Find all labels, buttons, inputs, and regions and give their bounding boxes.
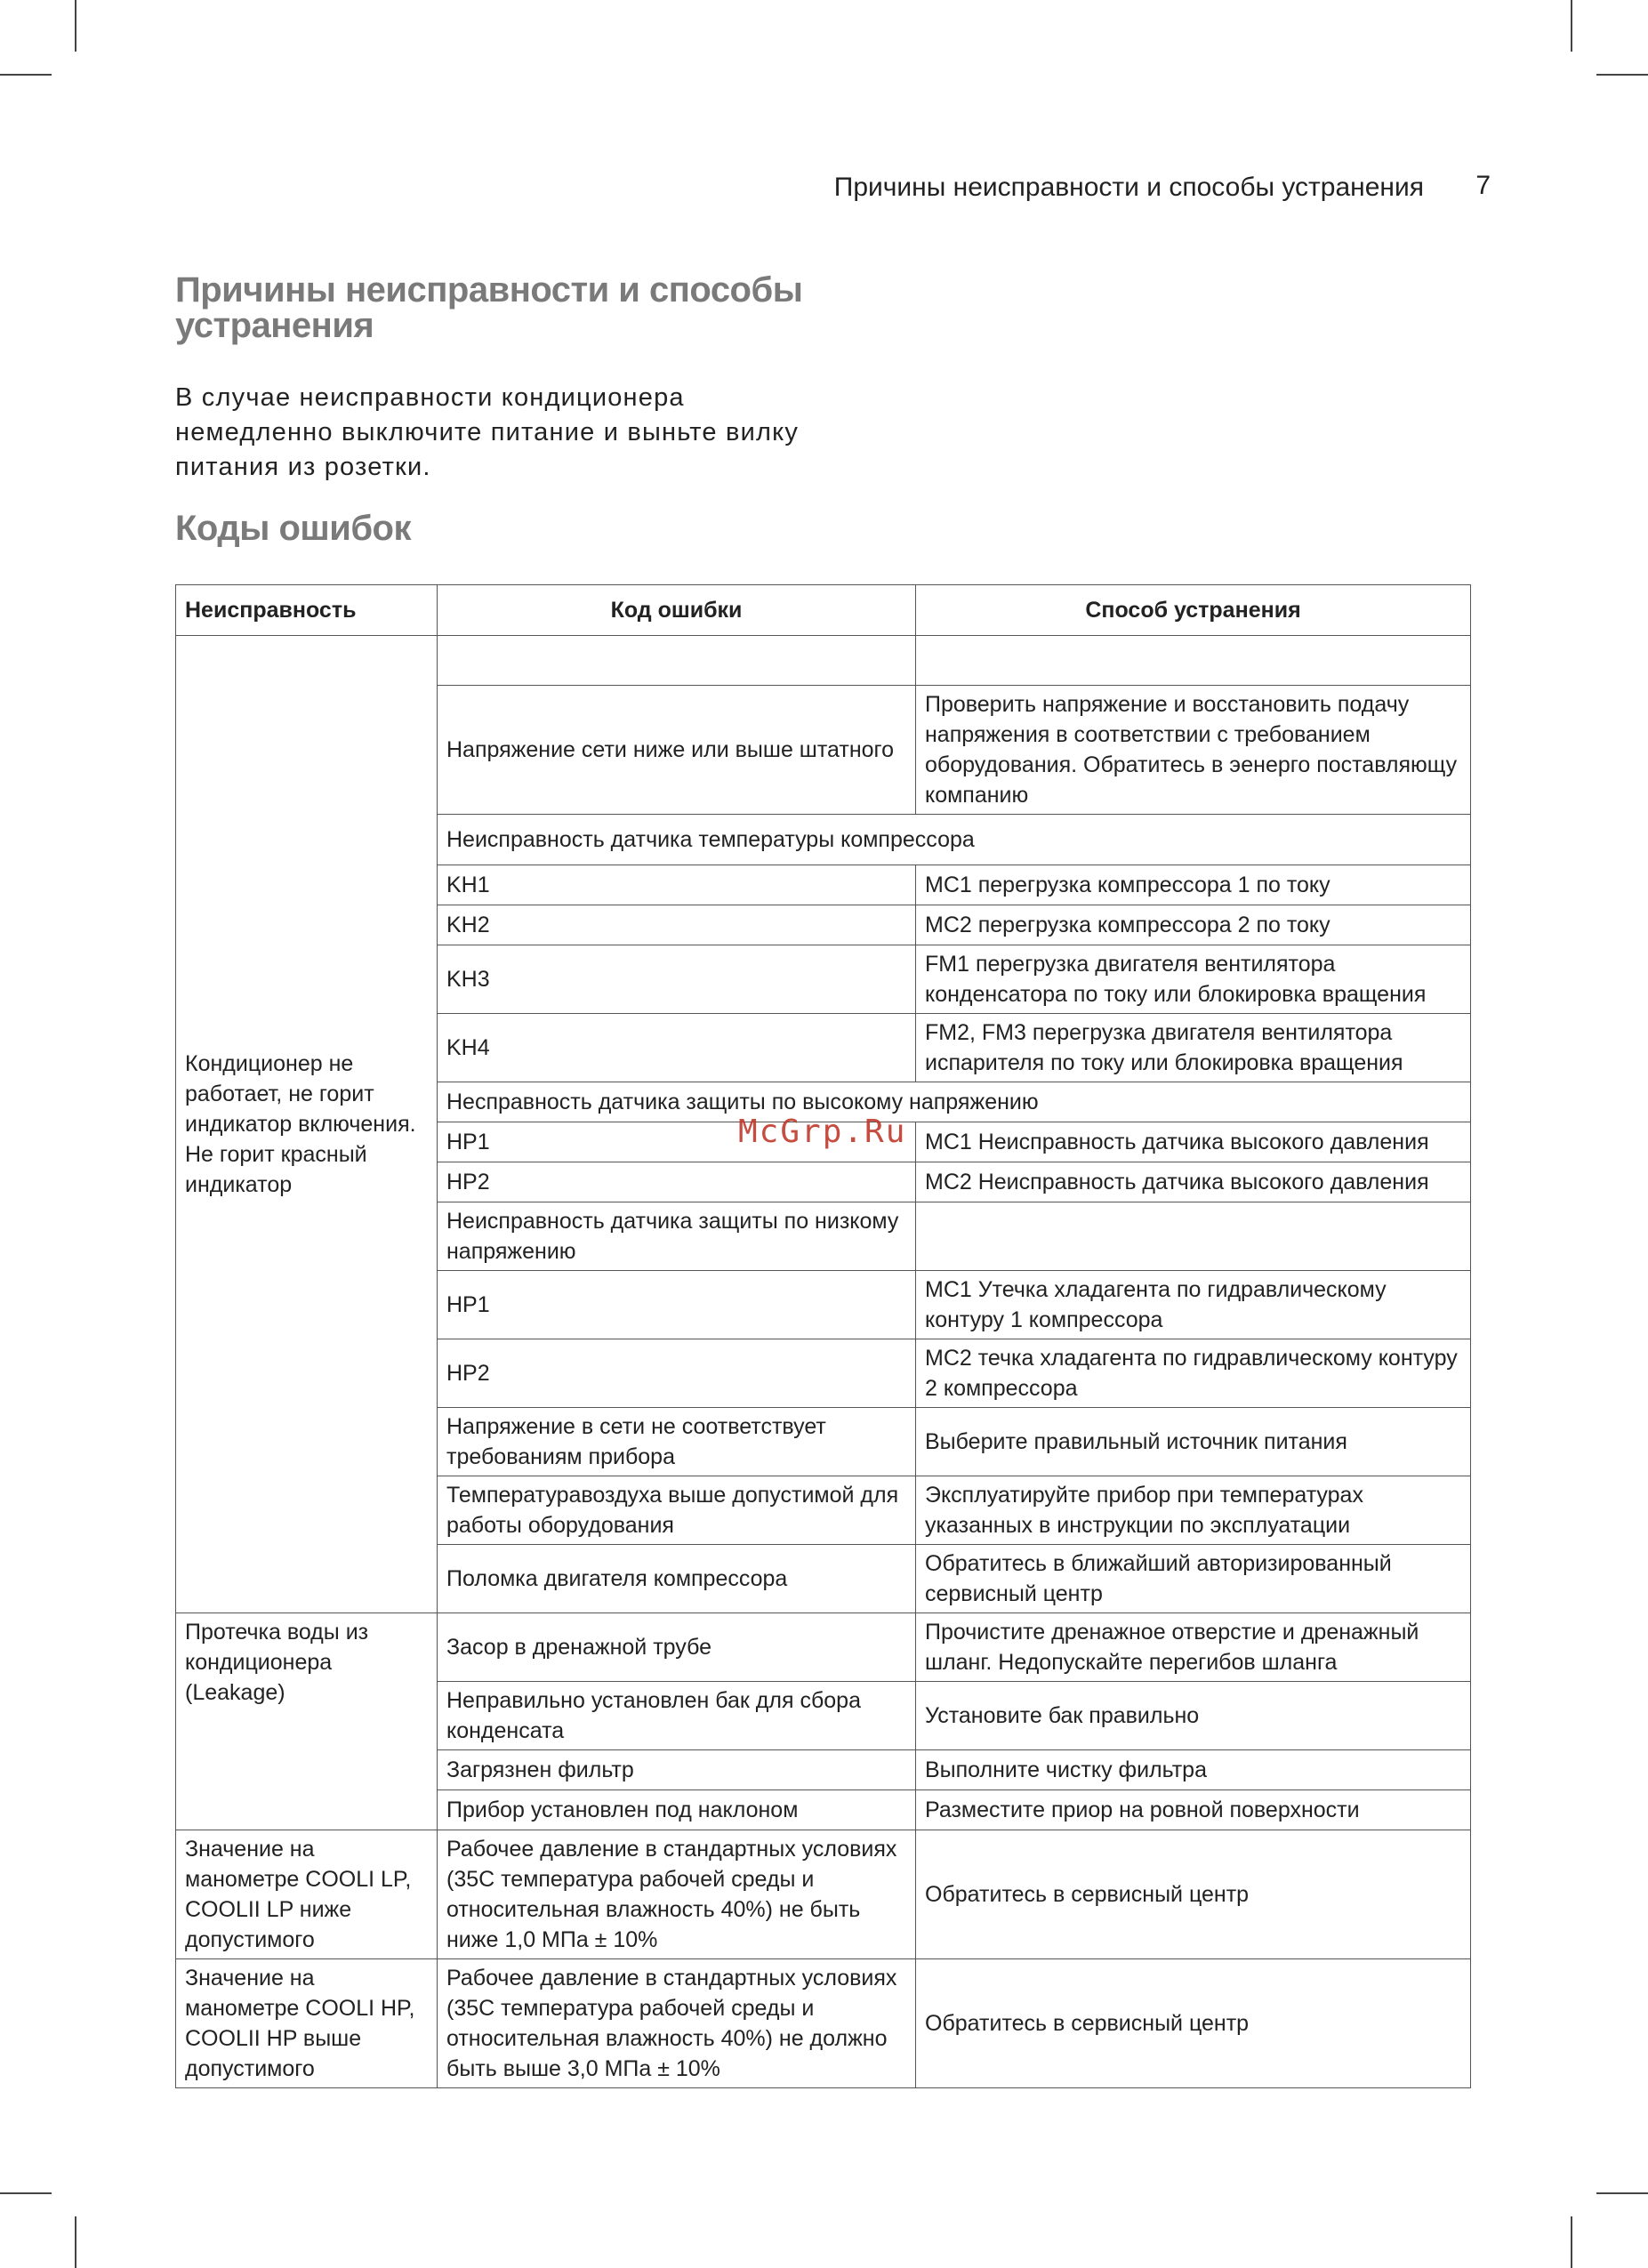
crop-mark-bottom-left-v [75,2216,76,2268]
error-code-cell: Рабочее давление в стандартных условиях (35С температура рабочей среды и относительная влажность 40%) не быть ниже 1,0 МПа ± 10% [438,1830,916,1959]
page-title: Причины неисправности и способы устранения [175,270,803,345]
crop-mark-top-right-h [1596,74,1648,76]
error-code-cell: KH2 [438,905,916,945]
remedy-cell: MC1 перегрузка компрессора 1 по току [916,865,1471,905]
table-row [176,636,1471,686]
running-title: Причины неисправности и способы устранения [833,173,1424,202]
error-codes-table [175,584,1471,2088]
remedy-cell: Обратитесь в сервисный центр [916,1959,1471,2088]
error-code-cell: Загрязнен фильтр [438,1750,916,1790]
error-code-cell: KH3 [438,945,916,1014]
error-code-cell: HP2 [438,1339,916,1408]
error-code-cell: Неисправность датчика температуры компрессора [438,815,1471,865]
error-code-cell: Неисправность датчика защиты по низкому напряжению [438,1202,916,1271]
remedy-cell: FM1 перегрузка двигателя вентилятора конденсатора по току или блокировка вращения [916,945,1471,1014]
error-code-cell: Рабочее давление в стандартных условиях (35С температура рабочей среды и относительная влажность 40%) не должно быть выше 3,0 МПа ± 10% [438,1959,916,2088]
header-error-code: Код ошибки [438,585,916,636]
remedy-cell: Прочистите дренажное отверстие и дренажный шланг. Недопускайте перегибов шланга [916,1613,1471,1682]
remedy-cell: MC1 Утечка хладагента по гидравлическому контуру 1 компрессора [916,1271,1471,1339]
fault-cell: Протечка воды из кондиционера (Leakage) [176,1613,438,1830]
remedy-cell: MC2 перегрузка компрессора 2 по току [916,905,1471,945]
crop-mark-bottom-right-v [1571,2216,1572,2268]
table-body [176,636,1471,2088]
error-code-cell: KH4 [438,1014,916,1082]
remedy-cell: Обратитесь в сервисный центр [916,1830,1471,1959]
remedy-cell: Выполните чистку фильтра [916,1750,1471,1790]
error-code-cell: Прибор установлен под наклоном [438,1790,916,1830]
remedy-cell: MC1 Неисправность датчика высокого давления [916,1122,1471,1162]
remedy-cell: Установите бак правильно [916,1682,1471,1750]
remedy-cell: Разместите приор на ровной поверхности [916,1790,1471,1830]
crop-mark-top-right-v [1571,0,1572,52]
section-title: Коды ошибок [175,509,412,548]
error-code-cell: Температуравоздуха выше допустимой для работы оборудования [438,1476,916,1545]
remedy-cell: Проверить напряжение и восстановить подачу напряжения в соответствии с требованием оборудования. Обратитесь в эенерго поставляющу компанию [916,686,1471,815]
error-code-cell: Поломка двигателя компрессора [438,1545,916,1613]
header-fault: Неисправность [176,585,438,636]
fault-cell: Значение на манометре COOLI LP, COOLII LP ниже допустимого [176,1830,438,1959]
error-code-cell: Напряжение в сети не соответствует требованиям прибора [438,1408,916,1476]
crop-mark-top-left-v [75,0,76,52]
error-code-cell [438,636,916,686]
error-code-cell: Напряжение сети ниже или выше штатного [438,686,916,815]
remedy-cell: Выберите правильный источник питания [916,1408,1471,1476]
watermark: McGrp.Ru [738,1114,907,1150]
crop-mark-bottom-right-h [1596,2192,1648,2194]
remedy-cell: Эксплуатируйте прибор при температурах указанных в инструкции по эксплуатации [916,1476,1471,1545]
remedy-cell: FM2, FM3 перегрузка двигателя вентилятора испарителя по току или блокировка вращения [916,1014,1471,1082]
error-code-cell: HP1 [438,1271,916,1339]
error-code-cell: Неправильно установлен бак для сбора конденсата [438,1682,916,1750]
table-header-row [176,585,1471,636]
remedy-cell: MC2 Неисправность датчика высокого давления [916,1162,1471,1202]
error-code-cell: Несправность датчика защиты по высокому напряжению [438,1082,1471,1122]
remedy-cell [916,636,1471,686]
fault-cell: Кондиционер не работает, не горит индикатор включения. Не горит красный индикатор [176,636,438,1613]
fault-cell: Значение на манометре COOLI HP, COOLII HP выше допустимого [176,1959,438,2088]
error-code-cell: HP1 [438,1122,916,1162]
error-code-cell: Засор в дренажной трубе [438,1613,916,1682]
crop-mark-top-left-h [0,74,52,76]
error-code-cell: KH1 [438,865,916,905]
remedy-cell: MC2 течка хладагента по гидравлическому контуру 2 компрессора [916,1339,1471,1408]
intro-paragraph: В случае неисправности кондиционера немедленно выключите питание и выньте вилку питания из розетки. [175,383,800,481]
error-code-cell: HP2 [438,1162,916,1202]
crop-mark-bottom-left-h [0,2192,52,2194]
table-row [176,1830,1471,1959]
header-remedy: Способ устранения [916,585,1471,636]
remedy-cell: Обратитесь в ближайший авторизированный сервисный центр [916,1545,1471,1613]
running-header [0,167,1648,212]
table-row [176,1613,1471,1682]
table-row [176,1959,1471,2088]
remedy-cell [916,1202,1471,1271]
page-number: 7 [1475,171,1491,200]
